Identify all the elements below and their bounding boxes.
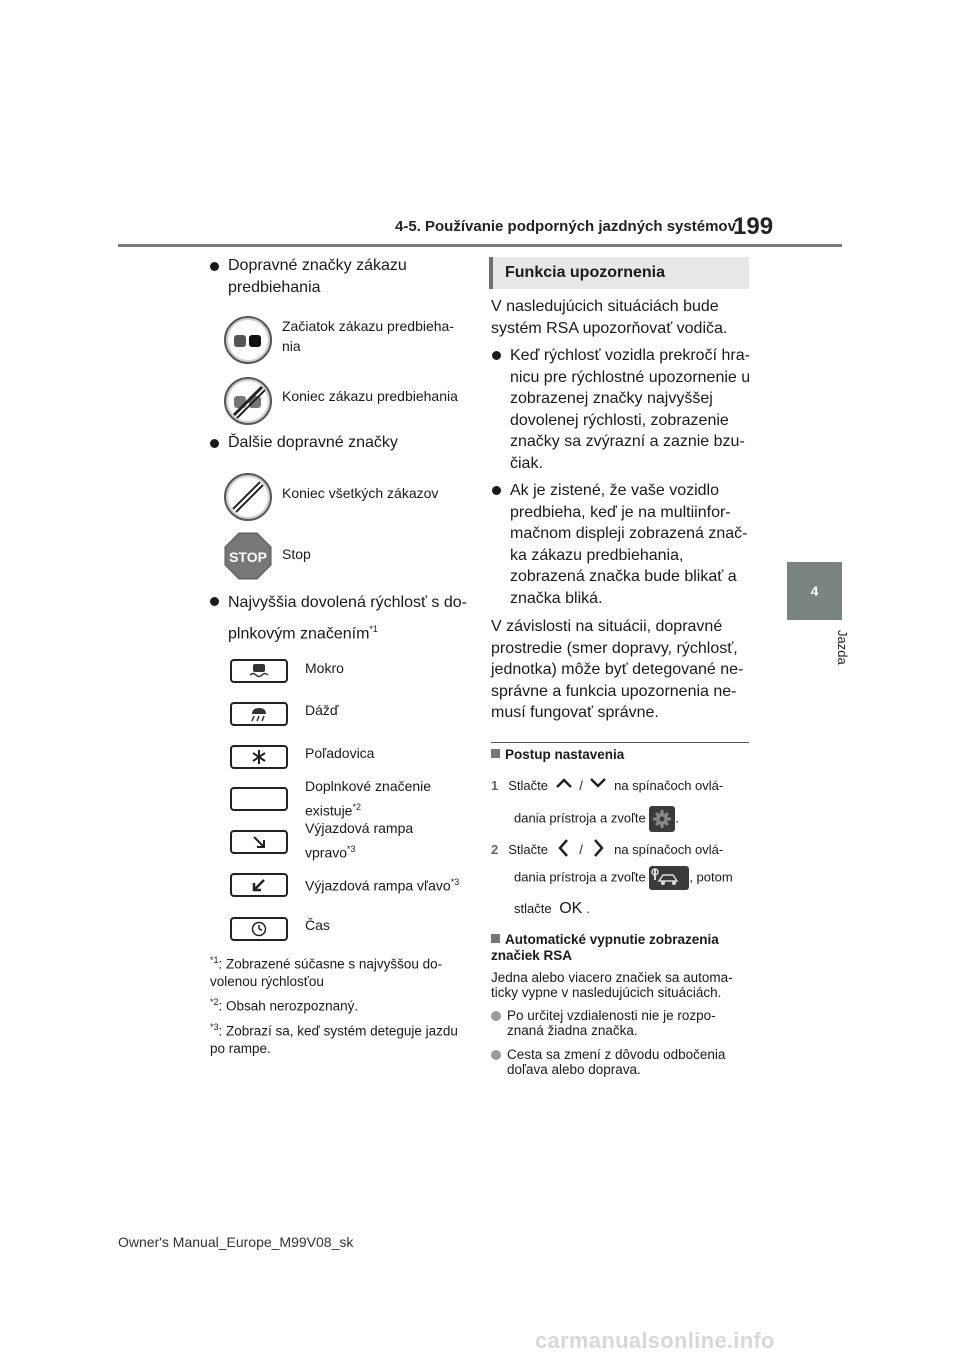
step-2-line-1: 2 Stlačte / na spínačoch ovlá- bbox=[491, 838, 753, 858]
section-title: 4-5. Používanie podporných jazdných systémov bbox=[395, 218, 736, 235]
ok-button-icon: OK bbox=[559, 900, 583, 917]
exit-ramp-left-icon bbox=[230, 873, 288, 897]
bullet-dot bbox=[492, 486, 501, 495]
footer-text: Owner's Manual_Europe_M99V08_sk bbox=[118, 1234, 354, 1250]
panel-label-ice: Poľadovica bbox=[305, 745, 375, 761]
step-2-line-3: stlačte OK . bbox=[514, 900, 590, 917]
bullet-speed-warning: Keď rýchlosť vozidla prekročí hra-nicu pre rýchlostné upozornenie u zobrazenej značky najvyššej dovolenej rýchlosti, zobrazenie značky sa zvýrazní a zaznie bzu-čiak. bbox=[510, 345, 756, 474]
footnote-3: $^{*3}$: Zobrazí sa, keď systém deteguje jazdu po rampe. bbox=[210, 1022, 458, 1056]
sign-label-end: Koniec zákazu predbiehania bbox=[282, 388, 458, 404]
step-1-line-1: 1 Stlačte / na spínačoch ovlá- bbox=[491, 778, 724, 793]
bullet-dot bbox=[491, 1050, 501, 1060]
caution-paragraph: V závislosti na situácii, dopravné prostredie (smer dopravy, rýchlosť, jednotka) môže byť detegované ne-správne a funkcia upozornenia ne-musí fungovať správne. bbox=[491, 618, 744, 721]
bullet-speed-limit bbox=[228, 590, 468, 647]
section-heading-warning: Funkcia upozornenia bbox=[489, 257, 749, 289]
stop-sign-icon bbox=[224, 532, 272, 580]
svg-text:STOP: STOP bbox=[229, 549, 267, 565]
bullet-dot bbox=[210, 597, 219, 606]
wet-icon bbox=[230, 659, 288, 683]
page-number: 199 bbox=[733, 213, 774, 240]
no-overtaking-end-icon bbox=[224, 377, 272, 425]
step-1-line-2: dania prístroja a zvoľte . bbox=[514, 806, 754, 832]
watermark: carmanualsonline.info bbox=[535, 1328, 775, 1353]
clock-icon bbox=[230, 917, 288, 941]
car-settings-icon bbox=[649, 866, 689, 890]
chapter-label: Jazda bbox=[835, 630, 850, 665]
square-marker-icon bbox=[491, 749, 500, 758]
auto-off-item-1: Po určitej vzdialenosti nie je rozpo-znaná žiadna značka. bbox=[507, 1008, 751, 1038]
chevron-left-icon bbox=[557, 838, 571, 858]
bullet-dot bbox=[492, 351, 501, 360]
auto-off-text: Jedna alebo viacero značiek sa automa-ticky vypne v nasledujúcich situáciách. bbox=[491, 970, 733, 1000]
divider bbox=[491, 742, 749, 743]
header-rule bbox=[118, 244, 842, 247]
sign-label-stop: Stop bbox=[282, 546, 311, 562]
bullet-dot bbox=[491, 1011, 501, 1021]
footnote-1: $^{*1}$: Zobrazené súčasne s najvyššou do-volenou rýchlosťou bbox=[210, 955, 443, 989]
square-marker-icon bbox=[491, 934, 500, 943]
auto-off-item-2: Cesta sa zmení z dôvodu odbočenia doľava alebo doprava. bbox=[507, 1047, 751, 1077]
chevron-right-icon bbox=[591, 838, 605, 858]
end-all-restrictions-icon bbox=[224, 473, 272, 521]
panel-label-supplementary: Doplnkové značenie existuje$^{*2}$ bbox=[305, 778, 432, 819]
chapter-tab[interactable]: 4 bbox=[787, 562, 842, 620]
footnote-2: $^{*2}$: Obsah nerozpoznaný. bbox=[210, 997, 359, 1014]
chevron-down-icon bbox=[588, 777, 608, 789]
bullet-text: Ďalšie dopravné značky bbox=[228, 434, 398, 451]
bullet-dot bbox=[210, 439, 219, 448]
intro-paragraph: V nasledujúcich situáciách bude systém RSA upozorňovať vodiča. bbox=[491, 298, 728, 337]
subheading-auto-off: Automatické vypnutie zobrazenia značiek RSA bbox=[491, 932, 719, 963]
sign-label-start: Začiatok zákazu predbieha-nia bbox=[282, 318, 454, 354]
bullet-dot bbox=[210, 262, 219, 271]
panel-label-exit-right: Výjazdová rampa vpravo$^{*3}$ bbox=[305, 820, 414, 861]
rain-icon bbox=[230, 702, 288, 726]
no-overtaking-start-icon bbox=[224, 316, 272, 364]
step-2-line-2: dania prístroja a zvoľte , potom bbox=[514, 866, 754, 890]
bullet-text: Dopravné značky zákazu predbiehania bbox=[228, 257, 407, 296]
bullet-text: Najvyššia dovolená rýchlosť s do-plnkovým značením bbox=[228, 594, 467, 643]
supplementary-sign-icon bbox=[230, 787, 288, 811]
bullet-no-overtaking bbox=[228, 255, 448, 299]
panel-label-wet: Mokro bbox=[305, 660, 344, 676]
chevron-up-icon bbox=[554, 777, 574, 789]
panel-label-exit-left: Výjazdová rampa vľavo$^{*3}$ bbox=[305, 877, 460, 894]
bullet-overtaking-warning: Ak je zistené, že vaše vozidlo predbieha, keď je na multiinfor-mačnom displeji zobrazená znač-ka zákazu predbiehania, zobrazená značka bude blikať a značka bliká. bbox=[510, 480, 756, 609]
subheading-setup: Postup nastavenia bbox=[491, 747, 624, 763]
bullet-other-signs bbox=[228, 432, 448, 454]
ice-icon bbox=[230, 745, 288, 769]
panel-label-time: Čas bbox=[305, 917, 330, 933]
exit-ramp-right-icon bbox=[230, 830, 288, 854]
gear-icon bbox=[649, 806, 675, 832]
panel-label-rain: Dážď bbox=[305, 702, 339, 718]
sign-label-end-all: Koniec všetkých zákazov bbox=[282, 485, 439, 501]
footnote-ref: *1 bbox=[369, 624, 378, 634]
